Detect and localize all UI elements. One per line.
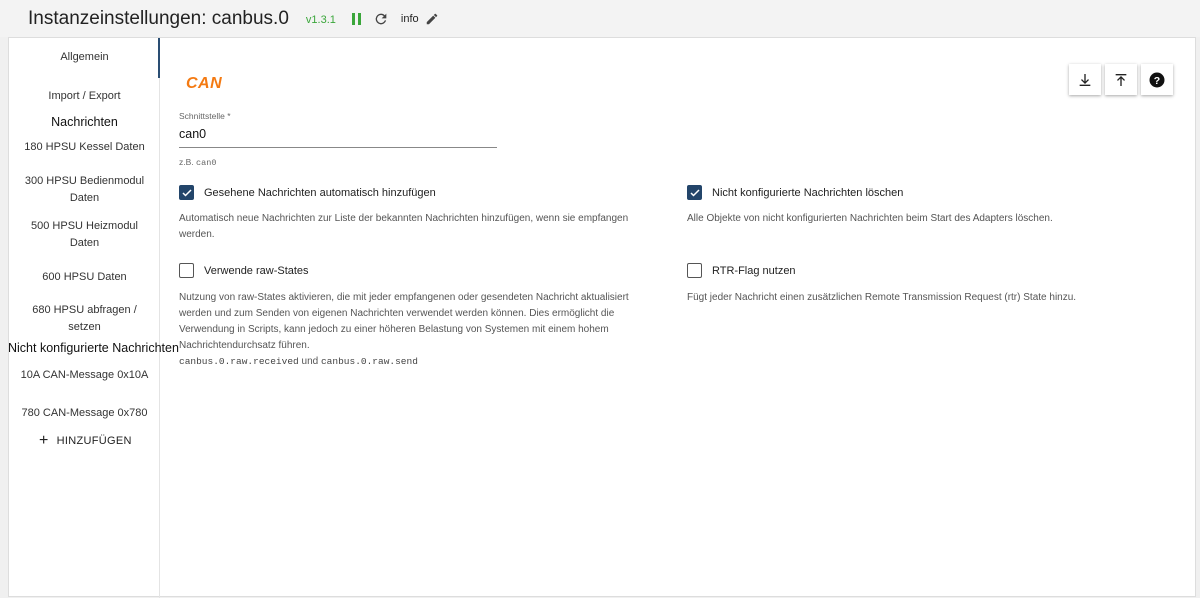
version-label: v1.3.1	[305, 14, 336, 26]
raw-states-description-block	[179, 290, 659, 370]
rtr-flag-option[interactable]	[687, 263, 796, 278]
sidebar-item-message[interactable]: 600 HPSU Daten	[42, 271, 127, 283]
interface-help-prefix: z.B.	[179, 157, 194, 167]
upload-icon	[1113, 72, 1129, 88]
download-button[interactable]	[1069, 64, 1101, 95]
sidebar-item-unconfigured[interactable]: 10A CAN-Message 0x10A	[20, 369, 149, 381]
raw-states-codes	[179, 354, 659, 370]
upload-button[interactable]	[1105, 64, 1137, 95]
interface-label: Schnittstelle *	[179, 111, 231, 121]
auto-add-description: Automatisch neue Nachrichten zur Liste der bekannten Nachrichten hinzufügen, wenn sie empfangen werden.	[179, 213, 629, 240]
interface-field	[179, 111, 509, 168]
delete-unconfigured-checkbox[interactable]	[687, 185, 702, 200]
delete-unconfigured-description: Alle Objekte von nicht konfigurierten Nachrichten beim Start des Adapters löschen.	[687, 213, 1053, 224]
sidebar-header-messages: Nachrichten	[51, 115, 118, 129]
can-logo: CAN	[186, 75, 223, 92]
pause-icon[interactable]	[352, 13, 361, 25]
info-label: info	[400, 12, 419, 25]
raw-states-option[interactable]	[179, 263, 309, 278]
sidebar-item-allgemein[interactable]: Allgemein	[60, 51, 109, 63]
raw-send-code: canbus.0.raw.send	[320, 356, 418, 367]
raw-states-label: Verwende raw-States	[204, 264, 309, 277]
add-label: HINZUFÜGEN	[56, 435, 132, 447]
auto-add-option[interactable]	[179, 185, 436, 200]
sidebar-item-message[interactable]: 680 HPSU abfragen / setzen	[32, 304, 137, 333]
rtr-flag-label: RTR-Flag nutzen	[712, 264, 796, 277]
content-area	[169, 38, 1195, 596]
title-bar	[0, 0, 1200, 37]
sidebar-item-message[interactable]: 500 HPSU Heizmodul Daten	[31, 220, 138, 249]
sidebar-header-unconfigured: Nicht konfigurierte Nachrichten	[8, 341, 179, 355]
checkmark-icon	[181, 187, 193, 199]
edit-icon[interactable]	[425, 12, 439, 26]
raw-states-checkbox[interactable]	[179, 263, 194, 278]
toolbar	[1069, 64, 1173, 95]
svg-text:?: ?	[1153, 74, 1161, 87]
rtr-flag-checkbox[interactable]	[687, 263, 702, 278]
download-icon	[1077, 72, 1093, 88]
reload-icon[interactable]	[373, 11, 389, 27]
plus-icon: +	[39, 432, 49, 449]
delete-unconfigured-option[interactable]	[687, 185, 903, 200]
sidebar	[8, 38, 179, 598]
auto-add-label: Gesehene Nachrichten automatisch hinzufügen	[204, 186, 436, 199]
raw-states-description: Nutzung von raw-States aktivieren, die mit jeder empfangenen oder gesendeten Nachricht aktualisiert werden und zum Senden von eigenen Nachrichten verwendet werden können. Dies ermöglicht die Verwendung in Scripts, kann jedoch zu einer höheren Belastung von Systemen mit einem hohem Nachrichtendurchsatz führen.	[179, 292, 629, 351]
settings-panel	[8, 37, 1196, 597]
raw-and-word: und	[301, 356, 319, 367]
sidebar-item-message[interactable]: 180 HPSU Kessel Daten	[24, 141, 145, 153]
interface-help-value: can0	[196, 158, 217, 168]
add-message-button[interactable]	[39, 433, 132, 449]
help-icon	[1148, 71, 1166, 89]
interface-input[interactable]: can0	[179, 127, 497, 148]
sidebar-item-unconfigured[interactable]: 780 CAN-Message 0x780	[21, 407, 148, 419]
sidebar-item-import-export[interactable]: Import / Export	[48, 90, 121, 102]
raw-received-code: canbus.0.raw.received	[179, 356, 299, 367]
delete-unconfigured-label: Nicht konfigurierte Nachrichten löschen	[712, 186, 904, 199]
auto-add-checkbox[interactable]	[179, 185, 194, 200]
sidebar-item-message[interactable]: 300 HPSU Bedienmodul Daten	[24, 175, 145, 204]
help-button[interactable]	[1141, 64, 1173, 95]
rtr-flag-description: Fügt jeder Nachricht einen zusätzlichen Remote Transmission Request (rtr) State hinzu.	[687, 292, 1077, 303]
page-title: Instanzeinstellungen: canbus.0	[28, 7, 289, 29]
interface-help	[179, 157, 509, 168]
checkmark-icon	[689, 187, 701, 199]
